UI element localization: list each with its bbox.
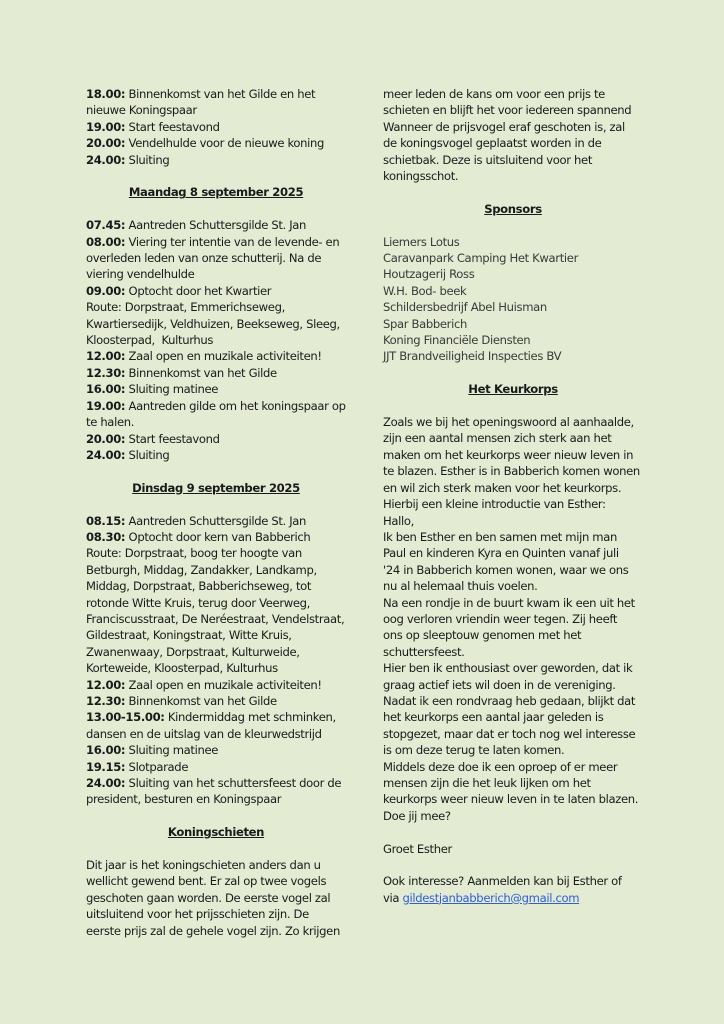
schedule-line — [86, 299, 346, 315]
schedule-line — [86, 578, 346, 594]
text-line: Spar Babberich — [383, 316, 467, 331]
schedule-line — [86, 250, 346, 266]
text-line: nu al helemaal thuis voelen. — [383, 579, 538, 594]
text-line: meer leden de kans om voor een prijs te — [383, 87, 605, 101]
schedule-text: Sluiting — [125, 152, 170, 167]
text-line: '24 in Babberich komen wonen, waar we ons — [383, 562, 629, 577]
schedule-time: 08.30: — [86, 529, 126, 544]
schedule-text: Start feestavond — [125, 431, 220, 446]
schedule-text: Sluiting matinee — [125, 382, 219, 397]
text-line: schuttersfeest. — [383, 644, 465, 659]
maandag-schedule — [86, 217, 346, 463]
schedule-text: president, besturen en Koningspaar — [86, 792, 282, 807]
schedule-text: nieuwe Koningspaar — [86, 103, 197, 118]
schedule-text: Gildestraat, Koningstraat, Witte Kruis, — [86, 628, 292, 643]
schedule-line — [86, 381, 346, 397]
schedule-line — [86, 644, 346, 660]
schedule-time: 12.00: — [86, 677, 126, 692]
schedule-line — [86, 234, 346, 250]
text-line: geschoten gaan worden. De eerste vogel zal — [86, 890, 331, 905]
contact-via: via — [383, 890, 403, 905]
contact-email-line — [383, 890, 643, 906]
schedule-text: Zaal open en muzikale activiteiten! — [125, 677, 322, 692]
text-line: koningsschot. — [383, 169, 459, 184]
schedule-time: 12.30: — [86, 365, 126, 380]
schedule-line — [86, 431, 346, 447]
dinsdag-schedule — [86, 513, 346, 808]
schedule-text: Aantreden Schuttersgilde St. Jan — [125, 513, 307, 528]
schedule-time: 08.15: — [86, 513, 126, 528]
text-line: Zoals we bij het openingswoord al aanhaalde, — [383, 415, 634, 430]
schedule-text: Korteweide, Kloosterpad, Kulturhus — [86, 661, 278, 676]
schedule-text: Binnenkomst van het Gilde en het — [125, 87, 316, 101]
schedule-line — [86, 759, 346, 775]
text-line: Ik ben Esther en ben samen met mijn man — [383, 529, 618, 544]
text-line: Na een rondje in de buurt kwam ik een uit het — [383, 595, 635, 610]
schedule-text: overleden leden van onze schutterij. Na de — [86, 251, 322, 266]
left-column — [86, 86, 346, 939]
schedule-text: Optocht door kern van Babberich — [125, 529, 311, 544]
text-line: graag actief iets wil doen in de vereniging. — [383, 677, 616, 692]
esther-letter — [383, 513, 643, 825]
text-line: uitsluitend voor het prijsschieten zijn. De — [86, 907, 309, 922]
schedule-text: Binnenkomst van het Gilde — [125, 365, 277, 380]
schedule-line — [86, 562, 346, 578]
text-line: wellicht gewend bent. Er zal op twee vogels — [86, 874, 327, 889]
schedule-text: Aantreden gilde om het koningspaar op — [125, 398, 346, 413]
schedule-line — [86, 545, 346, 561]
text-line: eerste prijs zal de gehele vogel zijn. Zo krijgen — [86, 923, 340, 938]
text-line: ons op sleeptouw genomen met het — [383, 628, 582, 643]
schedule-line — [86, 283, 346, 299]
schedule-line — [86, 119, 346, 135]
text-line: Hierbij een kleine introductie van Esther: — [383, 497, 606, 512]
schedule-time: 19.00: — [86, 398, 126, 413]
schedule-text: Sluiting matinee — [125, 743, 219, 758]
schedule-time: 08.00: — [86, 234, 126, 249]
text-line: Wanneer de prijsvogel eraf geschoten is, zal — [383, 119, 625, 134]
text-line: keurkorps weer nieuw leven in te laten blazen. — [383, 792, 639, 807]
sponsors-list — [383, 234, 643, 365]
keurkorps-intro — [383, 414, 643, 512]
schedule-line — [86, 611, 346, 627]
text-line: is om deze terug te laten komen. — [383, 743, 565, 758]
schedule-line — [86, 726, 346, 742]
intro-schedule — [86, 86, 346, 168]
text-line: de koningsvogel geplaatst worden in de — [383, 136, 602, 151]
schedule-line — [86, 398, 346, 414]
sponsors-heading: Sponsors — [484, 201, 542, 216]
contact-line: Ook interesse? Aanmelden kan bij Esther of — [383, 874, 622, 889]
text-line: JJT Brandveiligheid Inspecties BV — [383, 349, 562, 364]
schedule-line — [86, 316, 346, 332]
schedule-line — [86, 627, 346, 643]
schedule-line — [86, 775, 346, 791]
text-line: Nadat ik een rondvraag heb gedaan, blijkt dat — [383, 693, 636, 708]
schedule-text: Vendelhulde voor de nieuwe koning — [125, 136, 325, 151]
text-line: Liemers Lotus — [383, 234, 460, 249]
schedule-text: Middag, Dorpstraat, Babberichseweg, tot — [86, 579, 312, 594]
schedule-line — [86, 693, 346, 709]
schedule-line — [86, 677, 346, 693]
text-line: Caravanpark Camping Het Kwartier — [383, 251, 578, 266]
schedule-text: Kloosterpad, Kulturhus — [86, 333, 214, 348]
schedule-text: Route: Dorpstraat, Emmerichseweg, — [86, 300, 285, 315]
schedule-line — [86, 595, 346, 611]
schedule-text: Sluiting — [125, 447, 170, 462]
schedule-line — [86, 102, 346, 118]
koningschieten-continuation — [383, 86, 643, 184]
schedule-time: 07.45: — [86, 218, 126, 233]
schedule-time: 20.00: — [86, 431, 126, 446]
schedule-time: 24.00: — [86, 152, 126, 167]
schedule-time: 16.00: — [86, 743, 126, 758]
maandag-heading: Maandag 8 september 2025 — [128, 185, 304, 200]
schedule-line — [86, 742, 346, 758]
schedule-text: dansen en de uitslag van de kleurwedstrijd — [86, 726, 322, 741]
schedule-line — [86, 791, 346, 807]
schedule-text: Kindermiddag met schminken, — [164, 710, 336, 725]
text-line: Paul en kinderen Kyra en Quinten vanaf juli — [383, 546, 619, 561]
schedule-text: Zwanenwaay, Dorpstraat, Kulturweide, — [86, 644, 300, 659]
text-line: Koning Financiële Diensten — [383, 333, 531, 348]
schedule-text: Franciscusstraat, De Neréestraat, Vendelstraat, — [86, 611, 345, 626]
schedule-line — [86, 513, 346, 529]
schedule-time: 12.00: — [86, 349, 126, 364]
schedule-time: 19.15: — [86, 759, 126, 774]
text-line: te blazen. Esther is in Babberich komen wonen — [383, 464, 640, 479]
schedule-time: 13.00-15.00: — [86, 710, 165, 725]
text-line: Houtzagerij Ross — [383, 267, 475, 282]
greeting: Groet Esther — [383, 841, 452, 856]
text-line: oog verloren vriendin weer tegen. Zij heeft — [383, 611, 618, 626]
text-line: W.H. Bod- beek — [383, 283, 467, 298]
text-line: en wil zich sterk maken voor het keurkorps. — [383, 480, 622, 495]
schedule-time: 20.00: — [86, 136, 126, 151]
schedule-time: 16.00: — [86, 382, 126, 397]
schedule-time: 12.30: — [86, 693, 126, 708]
text-line: Hallo, — [383, 513, 414, 528]
schedule-line — [86, 365, 346, 381]
schedule-text: Route: Dorpstraat, boog ter hoogte van — [86, 546, 302, 561]
text-line: stopgezet, maar dat er toch nog wel interesse — [383, 726, 636, 741]
schedule-line — [86, 266, 346, 282]
schedule-text: Start feestavond — [125, 119, 220, 134]
dinsdag-heading: Dinsdag 9 september 2025 — [132, 480, 300, 495]
schedule-line — [86, 152, 346, 168]
email-link[interactable]: gildestjanbabberich@gmail.com — [402, 890, 580, 905]
text-line: Schildersbedrijf Abel Huisman — [383, 300, 547, 315]
schedule-line — [86, 709, 346, 725]
schedule-text: Aantreden Schuttersgilde St. Jan — [125, 218, 307, 233]
koningschieten-heading: Koningschieten — [167, 825, 265, 840]
schedule-line — [86, 447, 346, 463]
schedule-line — [86, 86, 346, 102]
text-line: schieten en blijft het voor iedereen spannend — [383, 103, 632, 118]
schedule-text: rotonde Witte Kruis, terug door Veerweg, — [86, 595, 311, 610]
schedule-text: Sluiting van het schuttersfeest door de — [125, 776, 342, 790]
schedule-line — [86, 529, 346, 545]
schedule-text: Betburgh, Middag, Zandakker, Landkamp, — [86, 562, 317, 577]
koningschieten-text — [86, 857, 346, 939]
schedule-text: viering vendelhulde — [86, 267, 195, 282]
text-line: het keurkorps een aantal jaar geleden is — [383, 710, 604, 725]
text-line: Doe jij mee? — [383, 808, 451, 823]
right-column — [383, 86, 643, 906]
schedule-text: Slotparade — [125, 759, 189, 774]
text-line: Hier ben ik enthousiast over geworden, dat ik — [383, 661, 633, 676]
schedule-text: Binnenkomst van het Gilde — [125, 693, 277, 708]
text-line: Dit jaar is het koningschieten anders dan u — [86, 858, 321, 872]
text-line: mensen zijn die het leuk lijken om het — [383, 776, 591, 790]
schedule-text: Viering ter intentie van de levende- en — [125, 234, 340, 249]
schedule-time: 24.00: — [86, 447, 126, 462]
schedule-text: Zaal open en muzikale activiteiten! — [125, 349, 322, 364]
schedule-time: 18.00: — [86, 87, 126, 101]
schedule-line — [86, 135, 346, 151]
schedule-time: 24.00: — [86, 776, 126, 790]
text-line: zijn een aantal mensen zich sterk aan het — [383, 431, 612, 446]
schedule-line — [86, 414, 346, 430]
schedule-line — [86, 660, 346, 676]
schedule-line — [86, 217, 346, 233]
text-line: maken om het keurkorps weer nieuw leven in — [383, 447, 634, 462]
schedule-text: Optocht door het Kwartier — [125, 283, 272, 298]
schedule-text: te halen. — [86, 415, 135, 430]
text-line: schietbak. Deze is uitsluitend voor het — [383, 152, 593, 167]
schedule-time: 19.00: — [86, 119, 126, 134]
schedule-line — [86, 348, 346, 364]
text-line: Middels deze doe ik een oproep of er meer — [383, 759, 618, 774]
schedule-time: 09.00: — [86, 283, 126, 298]
schedule-text: Kwartiersedijk, Veldhuizen, Beekseweg, Sleeg, — [86, 316, 340, 331]
keurkorps-heading: Het Keurkorps — [468, 382, 558, 397]
schedule-line — [86, 332, 346, 348]
